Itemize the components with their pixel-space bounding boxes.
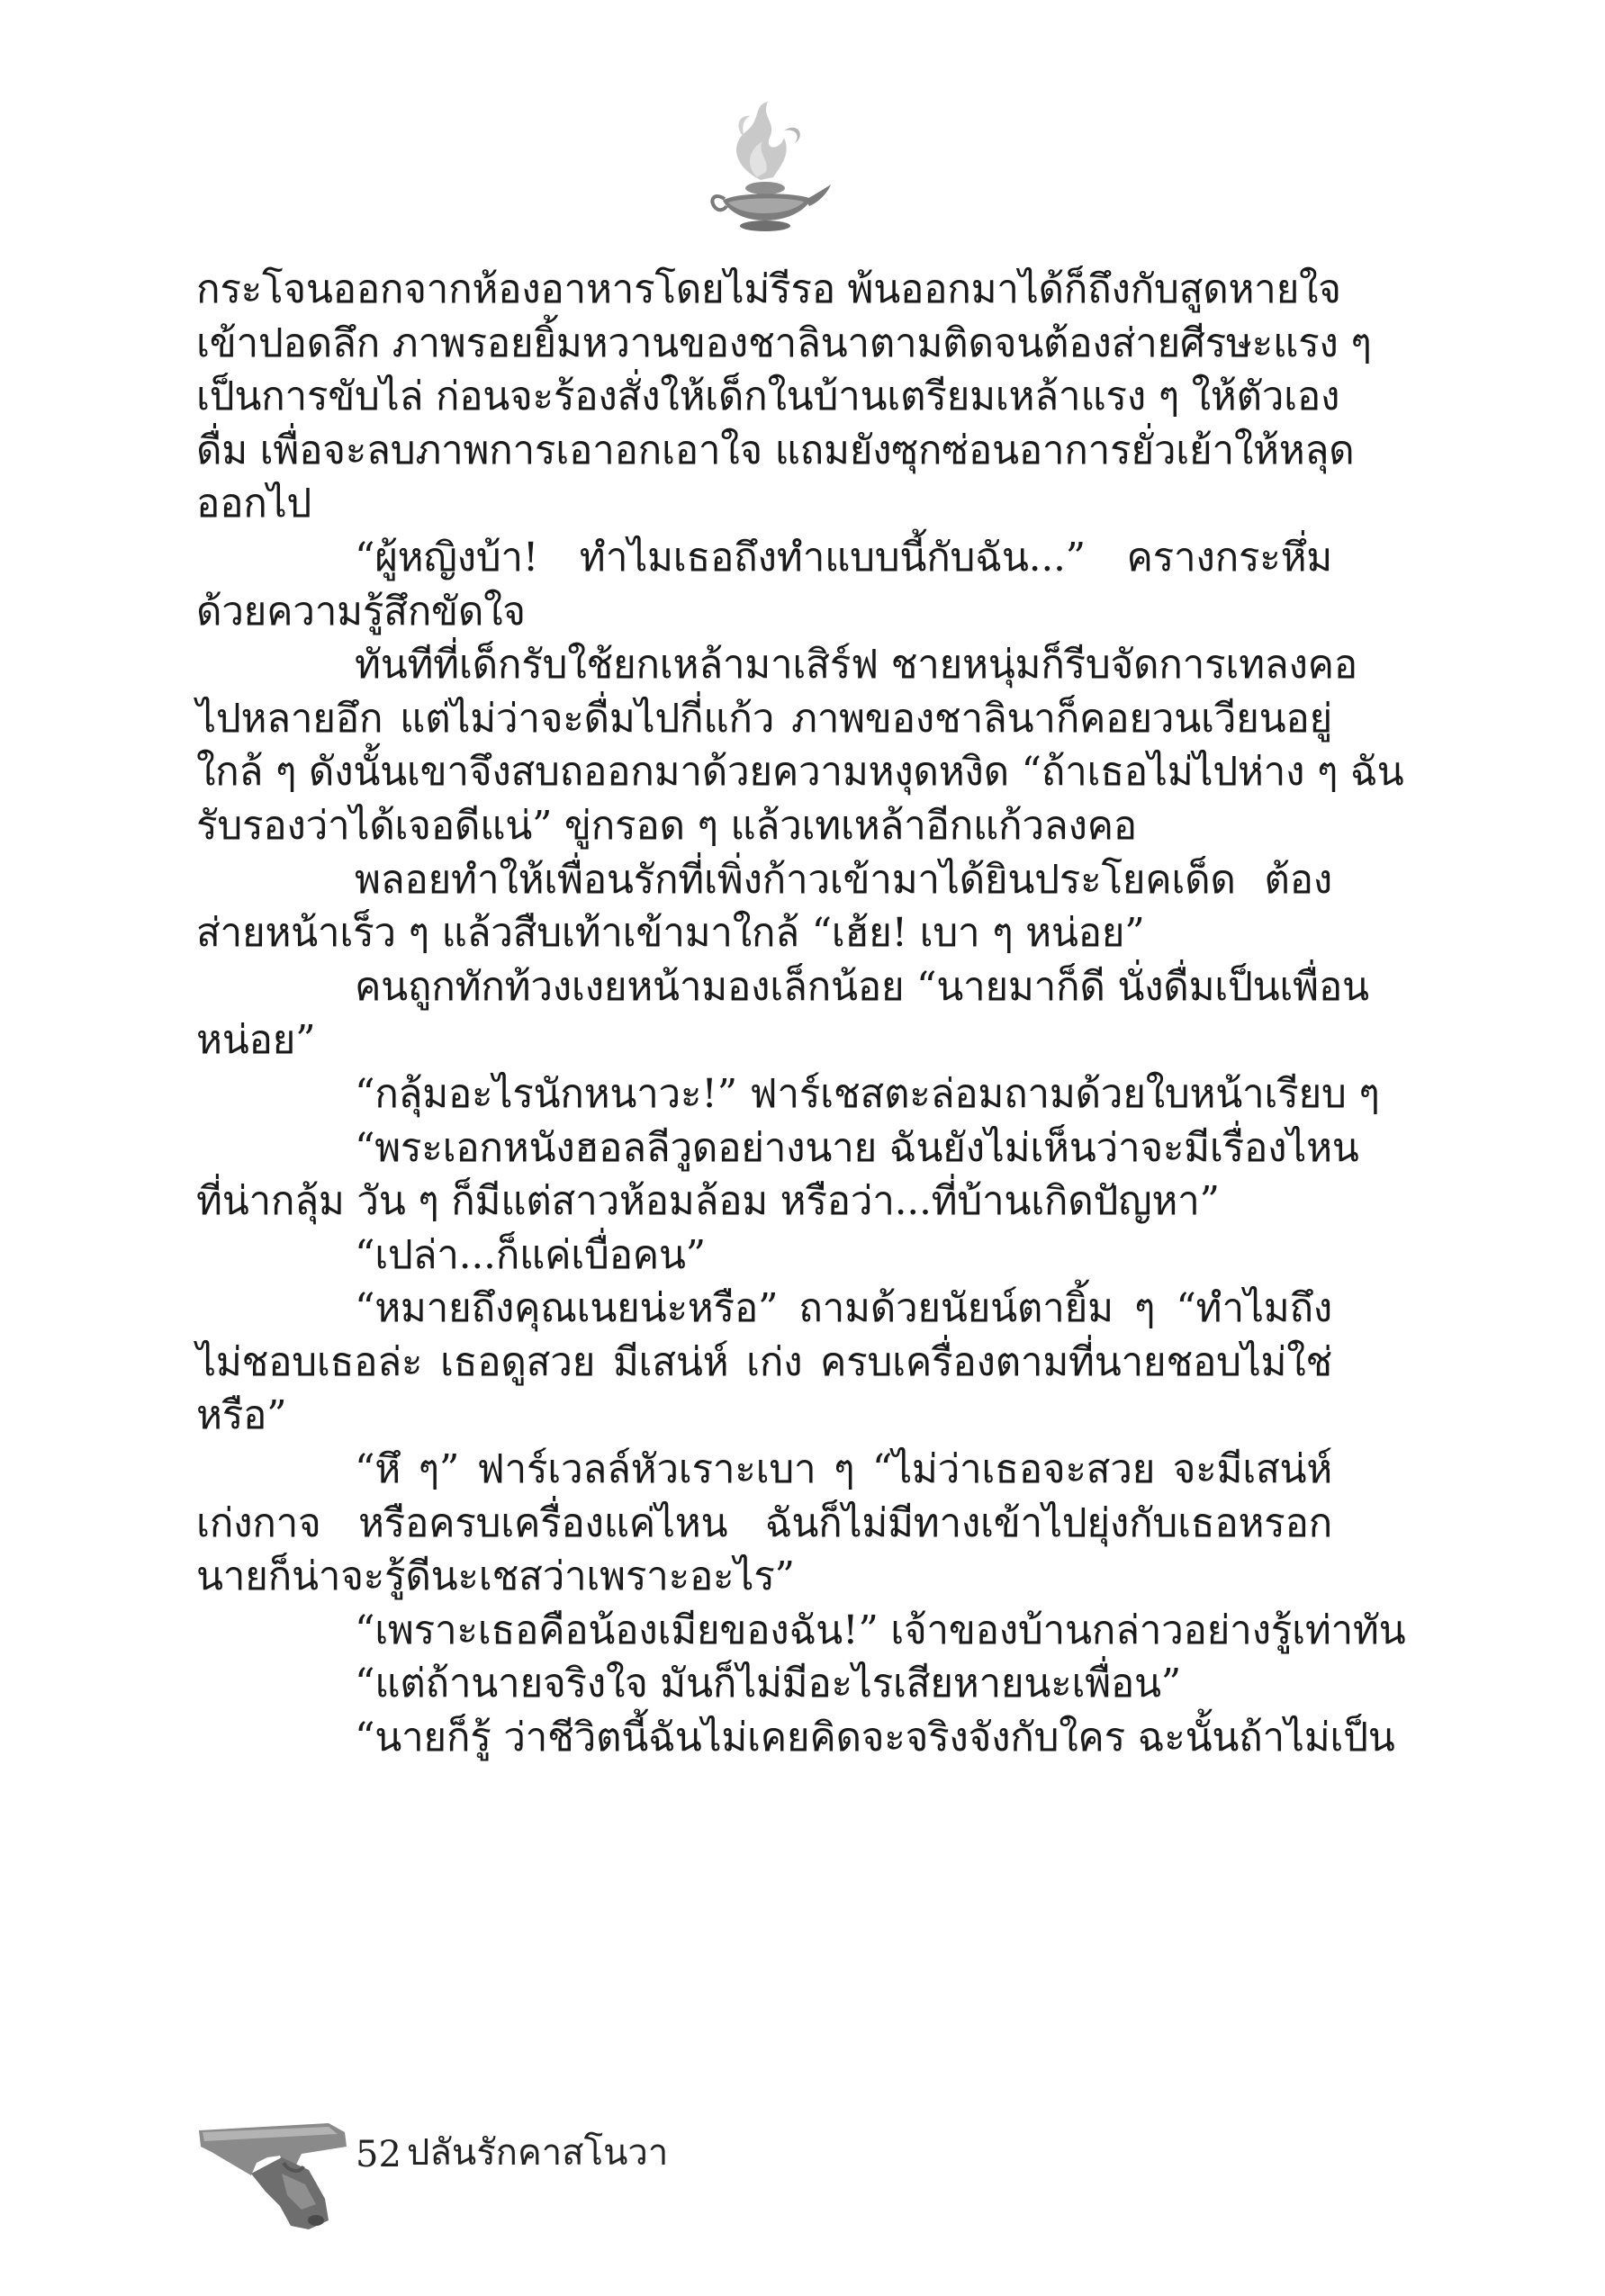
text-line: คนถูกทักท้วงเงยหน้ามองเล็กน้อย “นายมาก็ดี นั่งดื่มเป็นเพื่อน xyxy=(355,963,1369,1010)
text-line: ดื่ม เพื่อจะลบภาพการเอาอกเอาใจ แถมยังซุกซ่อนอาการยั่วเย้าให้หลุด xyxy=(196,427,1355,473)
text-line: “เปล่า...ก็แค่เบื่อคน” xyxy=(355,1231,706,1278)
text-line: ใกล้ ๆ ดังนั้นเขาจึงสบถออกมาด้วยความหงุดหงิด “ถ้าเธอไม่ไปห่าง ๆ ฉัน xyxy=(196,749,1404,796)
book-title: ปลันรักคาสโนวา xyxy=(407,2132,669,2174)
text-line: พลอยทำให้เพื่อนรักที่เพิ่งก้าวเข้ามาได้ยินประโยคเด็ด ต้อง xyxy=(355,856,1332,903)
text-line: “หมายถึงคุณเนยน่ะหรือ” ถามด้วยนัยน์ตายิ้ม ๆ “ทำไมถึง xyxy=(355,1285,1332,1332)
text-line: “นายก็รู้ ว่าชีวิตนี้ฉันไม่เคยคิดจะจริงจังกับใคร ฉะนั้นถ้าไม่เป็น xyxy=(355,1715,1395,1761)
text-line: หน่อย” xyxy=(196,1017,316,1064)
pistol-icon xyxy=(194,2111,374,2237)
text-line: เข้าปอดลึก ภาพรอยยิ้มหวานของชาลินาตามติดจนต้องส่ายศีรษะแรง ๆ xyxy=(196,320,1372,366)
text-line: ทันทีที่เด็กรับใช้ยกเหล้ามาเสิร์ฟ ชายหนุ่มก็รีบจัดการเทลงคอ xyxy=(355,642,1357,689)
text-line: “หึ ๆ” ฟาร์เวลล์หัวเราะเบา ๆ “ไม่ว่าเธอจะสวย จะมีเสน่ห์ xyxy=(355,1446,1332,1493)
text-line: “ผู้หญิงบ้า! ทำไมเธอถึงทำแบบนี้กับฉัน...” ครางกระหึ่ม xyxy=(355,534,1332,581)
magic-lamp-icon xyxy=(698,95,833,239)
text-line: “พระเอกหนังฮอลลีวูดอย่างนาย ฉันยังไม่เห็นว่าจะมีเรื่องไหน xyxy=(355,1124,1359,1171)
text-line: ส่ายหน้าเร็ว ๆ แล้วสืบเท้าเข้ามาใกล้ “เฮ้ย! เบา ๆ หน่อย” xyxy=(196,910,1145,957)
text-line: รับรองว่าได้เจอดีแน่” ขู่กรอด ๆ แล้วเทเหล้าอีกแก้วลงคอ xyxy=(196,802,1137,849)
text-line: นายก็น่าจะรู้ดีนะเชสว่าเพราะอะไร” xyxy=(196,1553,795,1600)
text-line: ออกไป xyxy=(196,481,312,527)
text-line: เก่งกาจ หรือครบเครื่องแค่ไหน ฉันก็ไม่มีทางเข้าไปยุ่งกับเธอหรอก xyxy=(196,1499,1332,1546)
page-number: 52 xyxy=(356,2134,401,2175)
text-line: “แต่ถ้านายจริงใจ มันก็ไม่มีอะไรเสียหายนะเพื่อน” xyxy=(355,1661,1181,1707)
text-line: กระโจนออกจากห้องอาหารโดยไม่รีรอ พ้นออกมาได้ก็ถึงกับสูดหายใจ xyxy=(196,266,1341,312)
text-line: ด้วยความรู้สึกขัดใจ xyxy=(196,588,526,635)
text-line: ไปหลายอึก แต่ไม่ว่าจะดื่มไปกี่แก้ว ภาพของชาลินาก็คอยวนเวียนอยู่ xyxy=(196,695,1332,742)
text-line: “กลุ้มอะไรนักหนาวะ!” ฟาร์เชสตะล่อมถามด้วยใบหน้าเรียบ ๆ xyxy=(355,1070,1380,1117)
text-line: ที่น่ากลุ้ม วัน ๆ ก็มีแต่สาวห้อมล้อม หรือว่า...ที่บ้านเกิดปัญหา” xyxy=(196,1178,1220,1225)
text-line: “เพราะเธอคือน้องเมียของฉัน!” เจ้าของบ้านกล่าวอย่างรู้เท่าทัน xyxy=(355,1607,1406,1653)
body-text xyxy=(196,263,1406,1765)
text-line: หรือ” xyxy=(196,1392,287,1439)
text-line: ไม่ชอบเธอล่ะ เธอดูสวย มีเสน่ห์ เก่ง ครบเครื่องตามที่นายชอบไม่ใช่ xyxy=(196,1338,1332,1385)
text-line: เป็นการขับไล่ ก่อนจะร้องสั่งให้เด็กในบ้านเตรียมเหล้าแรง ๆ ให้ตัวเอง xyxy=(196,374,1340,420)
